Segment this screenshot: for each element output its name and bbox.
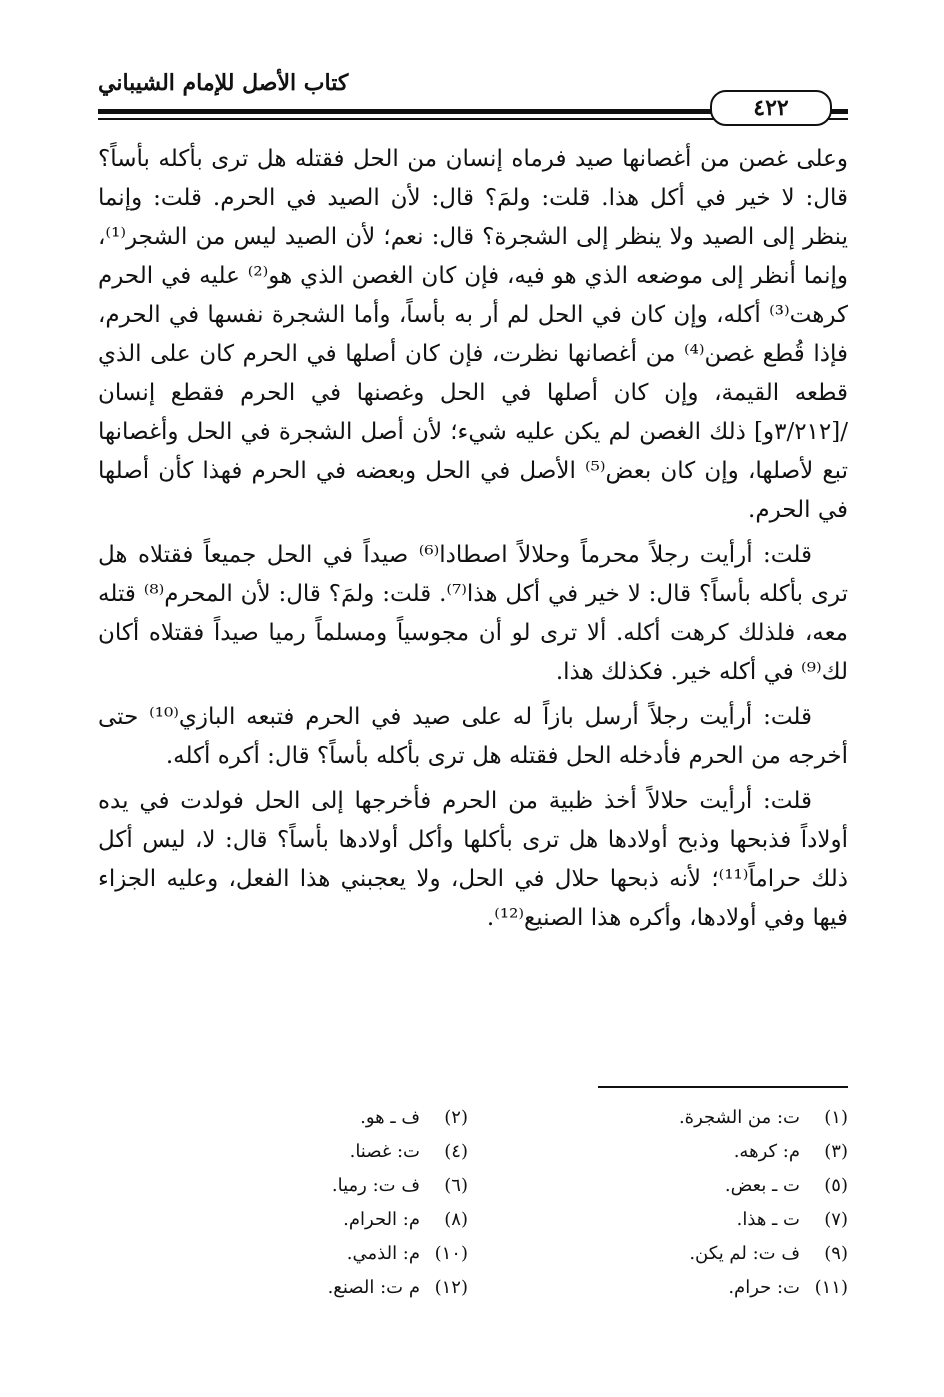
footnote-number: (١)	[824, 1106, 848, 1128]
footnote-number: (٢)	[444, 1106, 468, 1128]
footnote	[198, 1236, 468, 1270]
paragraph: قلت: أرأيت رجلاً أرسل بازاً له على صيد في الحرم فتبعه البازي⁽¹⁰⁾ حتى أخرجه من الحرم فأدخله الحل فقتله هل ترى بأكله بأساً؟ قال: أكره أكله.	[98, 704, 848, 769]
paragraph: قلت: أرأيت حلالاً أخذ ظبية من الحرم فأخرجها إلى الحل فولدت في يده أولاداً فذبحها وذبح أولادها هل ترى بأكلها وأكل أولادها بأساً؟ قال: لا، ليس أكل ذلك حراماً⁽¹¹⁾؛ لأنه ذبحها حلال في الحل، ولا يعجبني هذا الفعل، وعليه الجزاء فيها وفي أولادها، وأكره هذا الصنيع⁽¹²⁾.	[98, 788, 848, 931]
footnote-text: م: الذمي.	[346, 1242, 420, 1264]
footnote-text: ت: غصنا.	[349, 1140, 420, 1162]
footnote-number: (١٢)	[434, 1276, 468, 1298]
footnote-text: ف ـ هو.	[360, 1106, 420, 1128]
footnote-text: م: الحرام.	[343, 1208, 420, 1230]
footnote	[198, 1100, 468, 1134]
running-title: كتاب الأصل للإمام الشيباني	[98, 70, 349, 96]
footnote-text: م: كرهه.	[733, 1140, 800, 1162]
footnote	[198, 1270, 468, 1304]
footnote	[198, 1202, 468, 1236]
footnote-text: ف ت: رميا.	[331, 1174, 420, 1196]
footnote-number: (٦)	[444, 1174, 468, 1196]
footnote-number: (٣)	[824, 1140, 848, 1162]
paragraph: وعلى غصن من أغصانها صيد فرماه إنسان من الحل فقتله هل ترى بأكله بأساً؟ قال: لا خير في أكل هذا. قلت: ولمَ؟ قال: لأن الصيد في الحرم. قلت: وإنما ينظر إلى الصيد ولا ينظر إلى الشجرة؟ قال: نعم؛ لأن الصيد ليس من الشجر⁽¹⁾، وإنما أنظر إلى موضعه الذي هو فيه، فإن كان الغصن الذي هو⁽²⁾ عليه في الحرم كرهت⁽³⁾ أكله، وإن كان في الحل لم أر به بأساً، وأما الشجرة نفسها في الحرم، فإذا قُطع غصن⁽⁴⁾ من أغصانها نظرت، فإن كان أصلها في الحرم كان على الذي قطعه القيمة، وإن كان أصلها في الحل وغصنها في الحرم فقطع إنسان /[٣/٢١٢و] ذلك الغصن لم يكن عليه شيء؛ لأن أصل الشجرة في الحل وأغصانها تبع لأصلها، وإن كان بعض⁽⁵⁾ الأصل في الحل وبعضه في الحرم فهذا كأن أصلها في الحرم.	[98, 146, 848, 523]
footnote	[578, 1236, 848, 1270]
footnote	[198, 1134, 468, 1168]
main-text	[98, 140, 848, 944]
footnote-number: (١٠)	[434, 1242, 468, 1264]
page-number: ٤٢٢	[753, 95, 789, 121]
footnote-text: ت ـ هذا.	[736, 1208, 800, 1230]
footnote	[578, 1100, 848, 1134]
footnote-number: (٨)	[444, 1208, 468, 1230]
footnote-text: م ت: الصنع.	[327, 1276, 420, 1298]
footnote	[578, 1202, 848, 1236]
footnote	[198, 1168, 468, 1202]
footnote	[578, 1168, 848, 1202]
footnote	[578, 1270, 848, 1304]
footnotes	[98, 1100, 848, 1304]
footnote-number: (٧)	[824, 1208, 848, 1230]
footnote-number: (٩)	[824, 1242, 848, 1264]
page-number-frame	[710, 90, 832, 126]
paragraph: قلت: أرأيت رجلاً محرماً وحلالاً اصطادا⁽⁶⁾ صيداً في الحل جميعاً فقتلاه هل ترى بأكله بأساً؟ قال: لا خير في أكل هذا⁽⁷⁾. قلت: ولمَ؟ قال: لأن المحرم⁽⁸⁾ قتله معه، فلذلك كرهت أكله. ألا ترى لو أن مجوسياً ومسلماً رميا صيداً فقتلاه أكان لك⁽⁹⁾ في أكله خير. فكذلك هذا.	[98, 542, 848, 685]
footnote-text: ت: حرام.	[728, 1276, 800, 1298]
footnote-separator	[598, 1086, 848, 1088]
footnote-number: (١١)	[814, 1276, 848, 1298]
footnote	[578, 1134, 848, 1168]
footnote-text: ف ت: لم يكن.	[689, 1242, 800, 1264]
footnote-number: (٥)	[824, 1174, 848, 1196]
footnote-text: ت ـ بعض.	[724, 1174, 800, 1196]
footnote-text: ت: من الشجرة.	[678, 1106, 800, 1128]
footnote-number: (٤)	[444, 1140, 468, 1162]
